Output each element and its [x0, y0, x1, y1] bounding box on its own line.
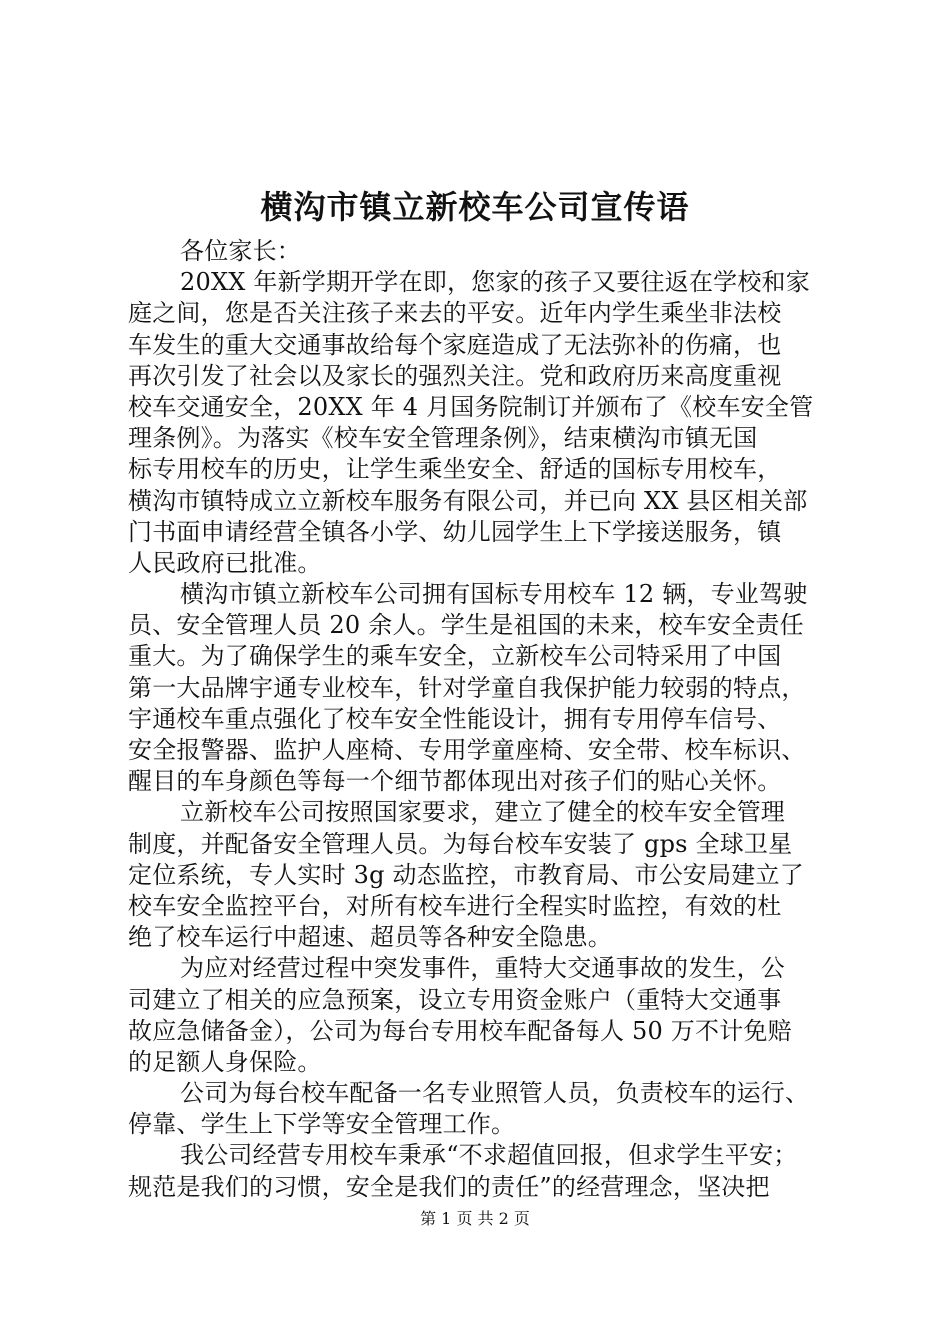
- paragraph-line: 再次引发了社会以及家长的强烈关注。党和政府历来高度重视: [128, 361, 782, 390]
- document-body: [128, 236, 828, 1203]
- paragraph-line: 员、安全管理人员 20 余人。学生是祖国的未来，校车安全责任: [128, 611, 804, 640]
- paragraph-line: 第一大品牌宇通专业校车，针对学童自我保护能力较弱的特点，: [128, 673, 806, 702]
- document-title: 横沟市镇立新校车公司宣传语: [260, 188, 690, 226]
- paragraph-line: 制度，并配备安全管理人员。为每台校车安装了 gps 全球卫星: [128, 829, 793, 858]
- paragraph-line: 绝了校车运行中超速、超员等各种安全隐患。: [128, 923, 612, 952]
- paragraph-line: 庭之间，您是否关注孩子来去的平安。近年内学生乘坐非法校: [128, 299, 782, 328]
- paragraph-line: 我公司经营专用校车秉承“不求超值回报，但求学生平安；: [180, 1141, 798, 1170]
- paragraph-line: 的足额人身保险。: [128, 1047, 322, 1076]
- paragraph-line: 横沟市镇特成立立新校车服务有限公司，并已向 XX 县区相关部: [128, 486, 808, 515]
- paragraph-line: 定位系统，专人实时 3g 动态监控，市教育局、市公安局建立了: [128, 860, 804, 889]
- paragraph-line: 20XX 年新学期开学在即，您家的孩子又要往返在学校和家: [180, 268, 810, 297]
- paragraph-line: 为应对经营过程中突发事件，重特大交通事故的发生，公: [180, 954, 785, 983]
- paragraph-line: 门书面申请经营全镇各小学、幼儿园学生上下学接送服务，镇: [128, 517, 782, 546]
- paragraph-line: 宇通校车重点强化了校车安全性能设计，拥有专用停车信号、: [128, 704, 782, 733]
- page-number-footer: 第 1 页 共 2 页: [420, 1209, 530, 1228]
- paragraph-line: 车发生的重大交通事故给每个家庭造成了无法弥补的伤痛，也: [128, 330, 782, 359]
- paragraph-line: 醒目的车身颜色等每一个细节都体现出对孩子们的贴心关怀。: [128, 767, 782, 796]
- paragraph-line: 重大。为了确保学生的乘车安全，立新校车公司特采用了中国: [128, 642, 782, 671]
- paragraph-line: 故应急储备金），公司为每台专用校车配备每人 50 万不计免赔: [128, 1016, 792, 1045]
- paragraph-line: 公司为每台校车配备一名专业照管人员，负责校车的运行、: [180, 1079, 810, 1108]
- paragraph-line: 立新校车公司按照国家要求，建立了健全的校车安全管理: [180, 798, 785, 827]
- paragraph-line: 停靠、学生上下学等安全管理工作。: [128, 1110, 516, 1139]
- paragraph-line: 司建立了相关的应急预案，设立专用资金账户（重特大交通事: [128, 985, 782, 1014]
- paragraph-line: 横沟市镇立新校车公司拥有国标专用校车 12 辆，专业驾驶: [180, 580, 808, 609]
- paragraph-line: 标专用校车的历史，让学生乘坐安全、舒适的国标专用校车，: [128, 455, 782, 484]
- paragraph-line: 规范是我们的习惯，安全是我们的责任”的经营理念，坚决把: [128, 1172, 770, 1201]
- paragraph-line: 校车交通安全，20XX 年 4 月国务院制订并颁布了《校车安全管: [128, 392, 814, 421]
- paragraph-line: 理条例》。为落实《校车安全管理条例》，结束横沟市镇无国: [128, 424, 758, 453]
- paragraph-line: 安全报警器、监护人座椅、专用学童座椅、安全带、校车标识、: [128, 736, 806, 764]
- paragraph-line: 人民政府已批准。: [128, 548, 322, 577]
- salutation-line: 各位家长：: [180, 237, 301, 265]
- paragraph-line: 校车安全监控平台，对所有校车进行全程实时监控，有效的杜: [128, 891, 782, 920]
